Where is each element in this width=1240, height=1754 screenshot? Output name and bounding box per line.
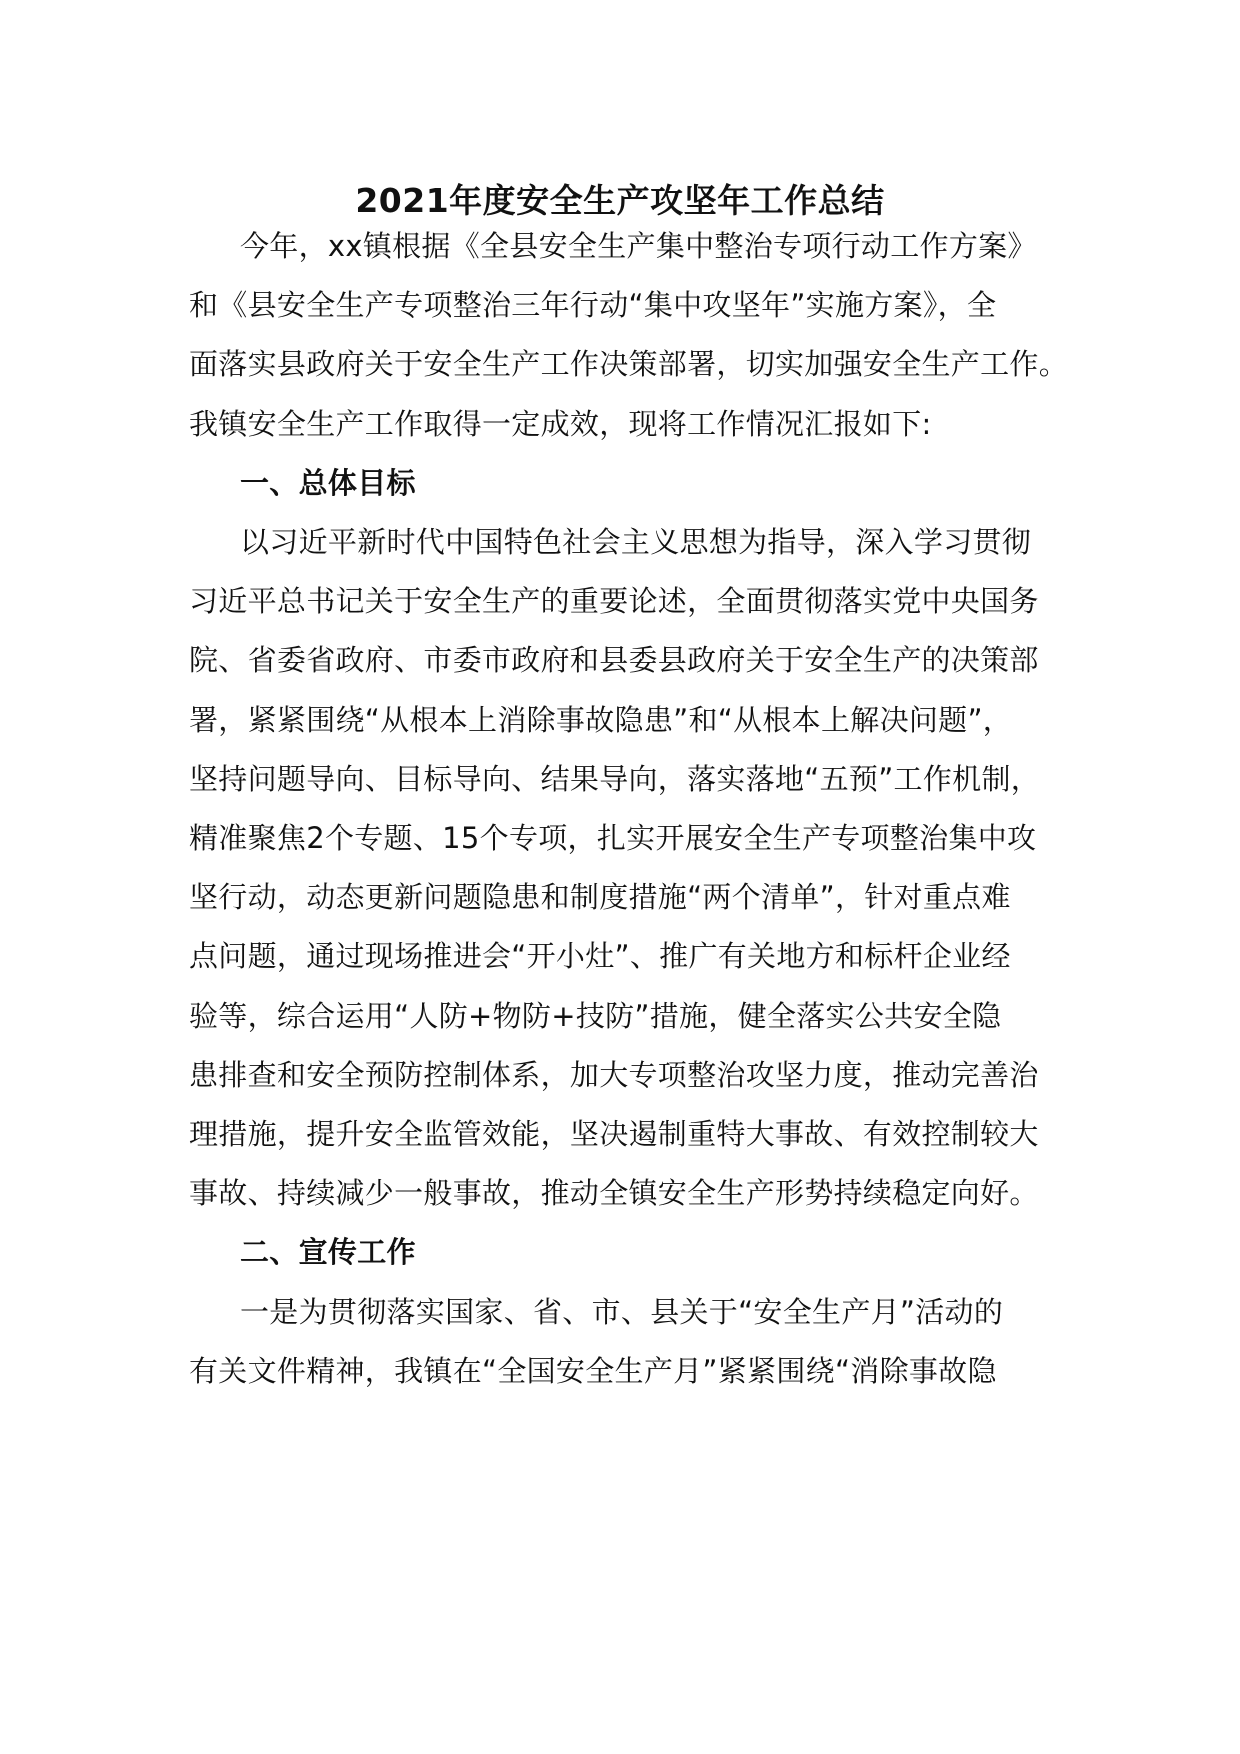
paragraph-line: 理措施，提升安全监管效能，坚决遏制重特大事故、有效控制较大: [189, 1117, 1039, 1151]
paragraph-line: 患排查和安全预防控制体系，加大专项整治攻坚力度，推动完善治: [189, 1058, 1039, 1092]
paragraph-line: 一是为贯彻落实国家、省、市、县关于“安全生产月”活动的: [240, 1295, 1004, 1329]
paragraph-line: 院、省委省政府、市委市政府和县委县政府关于安全生产的决策部: [189, 643, 1039, 677]
paragraph-line: 精准聚焦2个专题、15个专项，扎实开展安全生产专项整治集中攻: [189, 821, 1037, 855]
paragraph-line: 验等，综合运用“人防+物防+技防”措施，健全落实公共安全隐: [189, 999, 1002, 1033]
paragraph-line: 坚持问题导向、目标导向、结果导向，落实落地“五预”工作机制，: [189, 762, 1041, 796]
paragraph-line: 署，紧紧围绕“从根本上消除事故隐患”和“从根本上解决问题”，: [189, 703, 1013, 737]
section-heading: 二、宣传工作: [240, 1235, 416, 1269]
paragraph-line: 事故、持续减少一般事故，推动全镇安全生产形势持续稳定向好。: [189, 1176, 1039, 1210]
paragraph-line: 面落实县政府关于安全生产工作决策部署，切实加强安全生产工作。: [189, 347, 1069, 381]
paragraph-line: 习近平总书记关于安全生产的重要论述，全面贯彻落实党中央国务: [189, 584, 1039, 618]
paragraph-line: 有关文件精神，我镇在“全国安全生产月”紧紧围绕“消除事故隐: [189, 1354, 997, 1388]
paragraph-line: 点问题，通过现场推进会“开小灶”、推广有关地方和标杆企业经: [189, 939, 1011, 973]
section-heading: 一、总体目标: [240, 466, 416, 500]
paragraph-line: 和《县安全生产专项整治三年行动“集中攻坚年”实施方案》，全: [189, 288, 997, 322]
paragraph-line: 我镇安全生产工作取得一定成效，现将工作情况汇报如下:: [189, 407, 932, 441]
paragraph-line: 今年，xx镇根据《全县安全生产集中整治专项行动工作方案》: [240, 229, 1037, 263]
paragraph-line: 坚行动，动态更新问题隐患和制度措施“两个清单”，针对重点难: [189, 880, 1011, 914]
paragraph-line: 以习近平新时代中国特色社会主义思想为指导，深入学习贯彻: [240, 525, 1032, 559]
document-title: 2021年度安全生产攻坚年工作总结: [355, 181, 885, 220]
